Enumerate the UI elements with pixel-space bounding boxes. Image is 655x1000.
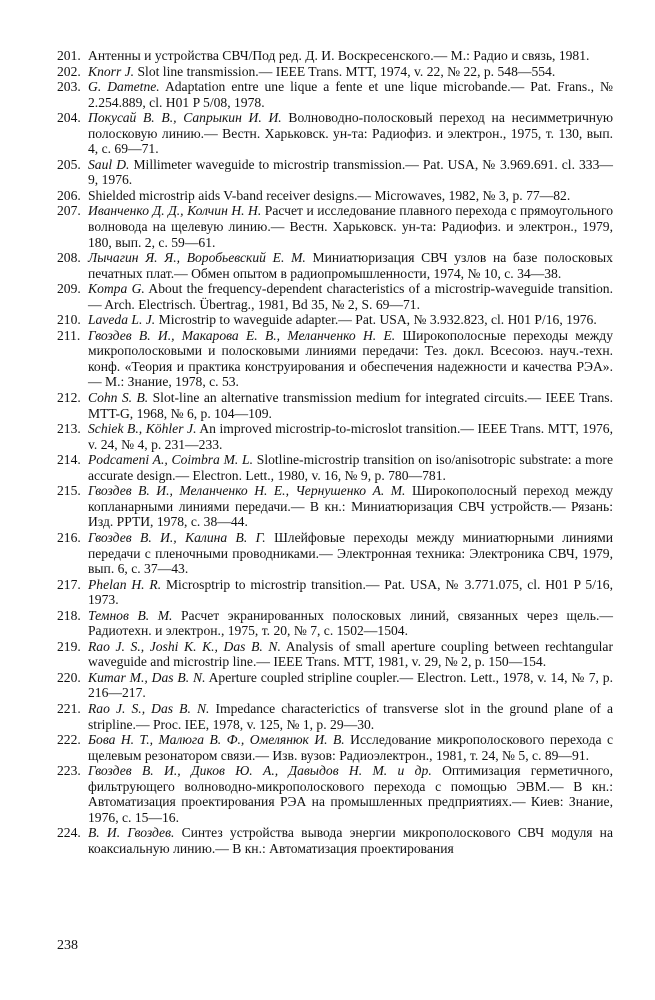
reference-authors: Иванченко Д. Д., Колчин Н. Н. — [88, 203, 262, 219]
reference-text: Оптимизация герметичного, фильтрующего волноводно-микрополоскового перехода с помощью ЭВМ.— В кн.: Автоматизация проектирования РЭА на промышленных предприятиях.— Киев: Знание, 1976, с. 15—16. — [88, 763, 613, 825]
reference-authors: Laveda L. J. — [88, 312, 156, 328]
reference-entry — [57, 328, 613, 390]
reference-entry — [57, 188, 613, 204]
reference-number: 209. — [57, 281, 81, 297]
reference-authors: Knorr J. — [88, 63, 135, 79]
reference-number: 223. — [57, 763, 81, 779]
reference-text: Microstrip to waveguide adapter.— Pat. USA, № 3.932.823, cl. H01 P/16, 1976. — [158, 312, 597, 328]
reference-text: Adaptation entre une lique a fente et une lique microbande.— Pat. Frans., № 2.254.889, cl. H01 P 5/08, 1978. — [88, 79, 613, 110]
reference-text: Shielded microstrip aids V-band receiver designs.— Microwaves, 1982, № 3, p. 77—82. — [88, 187, 571, 203]
reference-authors: Гвоздев В. И., Макарова Е. В., Меланченко Н. Е. — [88, 327, 396, 343]
reference-entry — [57, 203, 613, 250]
reference-entry — [57, 157, 613, 188]
reference-text: Slot-line an alternative transmission medium for integrated circuits.— IEEE Trans. MTT-G, 1968, № 6, p. 104—109. — [88, 390, 613, 421]
reference-entry — [57, 64, 613, 80]
reference-authors: Rao J. S., Joshi K. K., Das B. N. — [88, 638, 281, 654]
reference-entry — [57, 639, 613, 670]
reference-number: 213. — [57, 421, 81, 437]
reference-number: 224. — [57, 825, 81, 841]
page-number: 238 — [57, 938, 78, 953]
reference-text: Aperture coupled stripline coupler.— Electron. Lett., 1978, v. 14, № 7, p. 216—217. — [88, 669, 613, 701]
reference-number: 211. — [57, 327, 81, 343]
reference-number: 218. — [57, 607, 81, 623]
reference-authors: Гвоздев В. И., Меланченко Н. Е., Чернушенко А. М. — [88, 483, 406, 499]
reference-number: 202. — [57, 63, 81, 79]
reference-number: 204. — [57, 110, 81, 126]
reference-text: An improved microstrip-to-microslot transition.— IEEE Trans. MTT, 1976, v. 24, № 4, p. 231—233. — [88, 421, 613, 452]
reference-text: Волноводно-полосковый переход на несимметричную полосковую линию.— Вестн. Харьковск. ун-та: Радиофиз. и электрон., 1975, т. 130, вып. 4, с. 69—71. — [88, 110, 614, 157]
reference-text: Миниатюризация СВЧ узлов на базе полосковых печатных плат.— Обмен опытом в радиопромышленности, 1974, № 10, с. 34—38. — [88, 250, 613, 281]
reference-entry — [57, 390, 613, 421]
reference-entry — [57, 701, 613, 732]
reference-text: Широкополосные переходы между микрополосковыми и полосковыми линиями передачи: Тез. докл. Всесоюз. науч.-техн. конф. «Теория и практика конструирования и обеспечения надежности и качества РЭА».— М.: Знание, 1978, с. 53. — [88, 327, 614, 390]
reference-entry — [57, 421, 613, 452]
reference-entry — [57, 732, 613, 763]
reference-authors: Kumar M., Das B. N. — [88, 669, 206, 685]
reference-authors: Cohn S. B. — [88, 390, 149, 406]
reference-entry — [57, 312, 613, 328]
reference-text: Шлейфовые переходы между миниатюрными линиями передачи с пленочными проводниками.— Электронная техника: Электроника СВЧ, 1979, вып. 6, с. 37—43. — [88, 529, 613, 577]
reference-authors: Темнов В. М. — [88, 607, 173, 623]
reference-authors: Гвоздев В. И., Калина В. Г. — [88, 529, 266, 545]
reference-entry — [57, 281, 613, 312]
reference-entry — [57, 763, 613, 825]
reference-number: 212. — [57, 390, 81, 406]
reference-number: 201. — [57, 48, 81, 63]
reference-number: 215. — [57, 483, 81, 499]
reference-number: 221. — [57, 700, 81, 716]
reference-authors: Schiek B., Köhler J. — [88, 421, 197, 437]
reference-number: 217. — [57, 576, 81, 592]
reference-text: Slot line transmission.— IEEE Trans. MTT, 1974, v. 22, № 22, p. 548—554. — [137, 63, 556, 79]
reference-entry — [57, 250, 613, 281]
reference-text: Analysis of small aperture coupling between rechtangular waveguide and microstrip line.— IEEE Trans. MTT, 1981, v. 29, № 2, p. 150—154. — [88, 638, 613, 670]
reference-entry — [57, 530, 613, 577]
reference-entry — [57, 483, 613, 530]
reference-text: Антенны и устройства СВЧ/Под ред. Д. И. Воскресенского.— М.: Радио и связь, 1981. — [88, 48, 590, 63]
reference-number: 203. — [57, 79, 81, 95]
reference-number: 219. — [57, 638, 81, 654]
reference-entry — [57, 48, 613, 64]
reference-text: Impedance characterictics of transverse slot in the ground plane of a stripline.— Proc. IEE, 1978, v. 125, № 1, p. 29—30. — [88, 700, 613, 732]
reference-number: 206. — [57, 187, 81, 203]
reference-number: 214. — [57, 452, 81, 468]
reference-number: 210. — [57, 312, 81, 328]
reference-authors: Бова Н. Т., Малюга В. Ф., Омелянюк И. В. — [88, 732, 345, 748]
reference-authors: Rao J. S., Das B. N. — [88, 700, 210, 716]
reference-list — [57, 48, 613, 856]
reference-entry — [57, 608, 613, 639]
reference-entry — [57, 825, 613, 856]
reference-text: About the frequency-dependent characteristics of a microstrip-waveguide transition.— Arch. Electrisch. Übertrag., 1981, Bd 35, № 2, S. 69—71. — [88, 281, 613, 312]
reference-authors: G. Dametne. — [88, 79, 160, 95]
reference-text: Microsptrip to microstrip transition.— Pat. USA, № 3.771.075, cl. H01 P 5/16, 1973. — [88, 576, 613, 608]
reference-authors: Podcameni A., Coimbra M. L. — [88, 452, 254, 468]
reference-authors: Phelan H. R. — [88, 576, 162, 592]
reference-number: 208. — [57, 250, 81, 266]
reference-authors: Покусай В. В., Сапрыкин И. И. — [88, 110, 282, 126]
reference-number: 207. — [57, 203, 81, 219]
reference-entry — [57, 110, 613, 157]
reference-number: 222. — [57, 732, 81, 748]
reference-authors: Saul D. — [88, 156, 130, 172]
reference-text: Широкополосный переход между копланарными линиями передачи.— В кн.: Миниатюризация СВЧ устройств.— Рязань: Изд. РРТИ, 1978, с. 38—44. — [88, 483, 613, 530]
reference-authors: В. И. Гвоздев. — [88, 825, 175, 841]
reference-text: Millimeter waveguide to microstrip transmission.— Pat. USA, № 3.969.691. cl. 333—9, 1976. — [88, 156, 613, 188]
reference-entry — [57, 577, 613, 608]
reference-number: 205. — [57, 156, 81, 172]
reference-authors: Гвоздев В. И., Диков Ю. А., Давыдов Н. М. и др. — [88, 763, 432, 779]
reference-number: 220. — [57, 669, 81, 685]
reference-authors: Kompa G. — [88, 281, 145, 297]
reference-text: Расчет и исследование плавного перехода с прямоугольного волновода на щелевую линию.— Вестн. Харьковск. ун-та: Радиофиз. и электрон., 1979, 180, вып. 2, с. 59—61. — [88, 203, 613, 250]
reference-text: Синтез устройства вывода энергии микрополоскового СВЧ модуля на коаксиальную линию.— В кн.: Автоматизация проектирования — [88, 825, 613, 856]
reference-text: Расчет экранированных полосковых линий, связанных через щель.— Радиотехн. и электрон., 1975, т. 20, № 7, с. 1502—1504. — [88, 607, 613, 639]
reference-number: 216. — [57, 529, 81, 545]
reference-entry — [57, 670, 613, 701]
reference-entry — [57, 79, 613, 110]
reference-text: Исследование микрополоскового перехода с щелевым резонатором связи.— Изв. вузов: Радиоэлектрон., 1981, т. 24, № 5, с. 89—91. — [88, 732, 613, 763]
reference-text: Slotline-microstrip transition on iso/anisotropic substrate: a more accurate design.— Electron. Lett., 1980, v. 16, № 9, p. 780—781. — [88, 452, 613, 483]
reference-entry — [57, 452, 613, 483]
reference-authors: Лычагин Я. Я., Воробьевский Е. М. — [88, 250, 306, 266]
